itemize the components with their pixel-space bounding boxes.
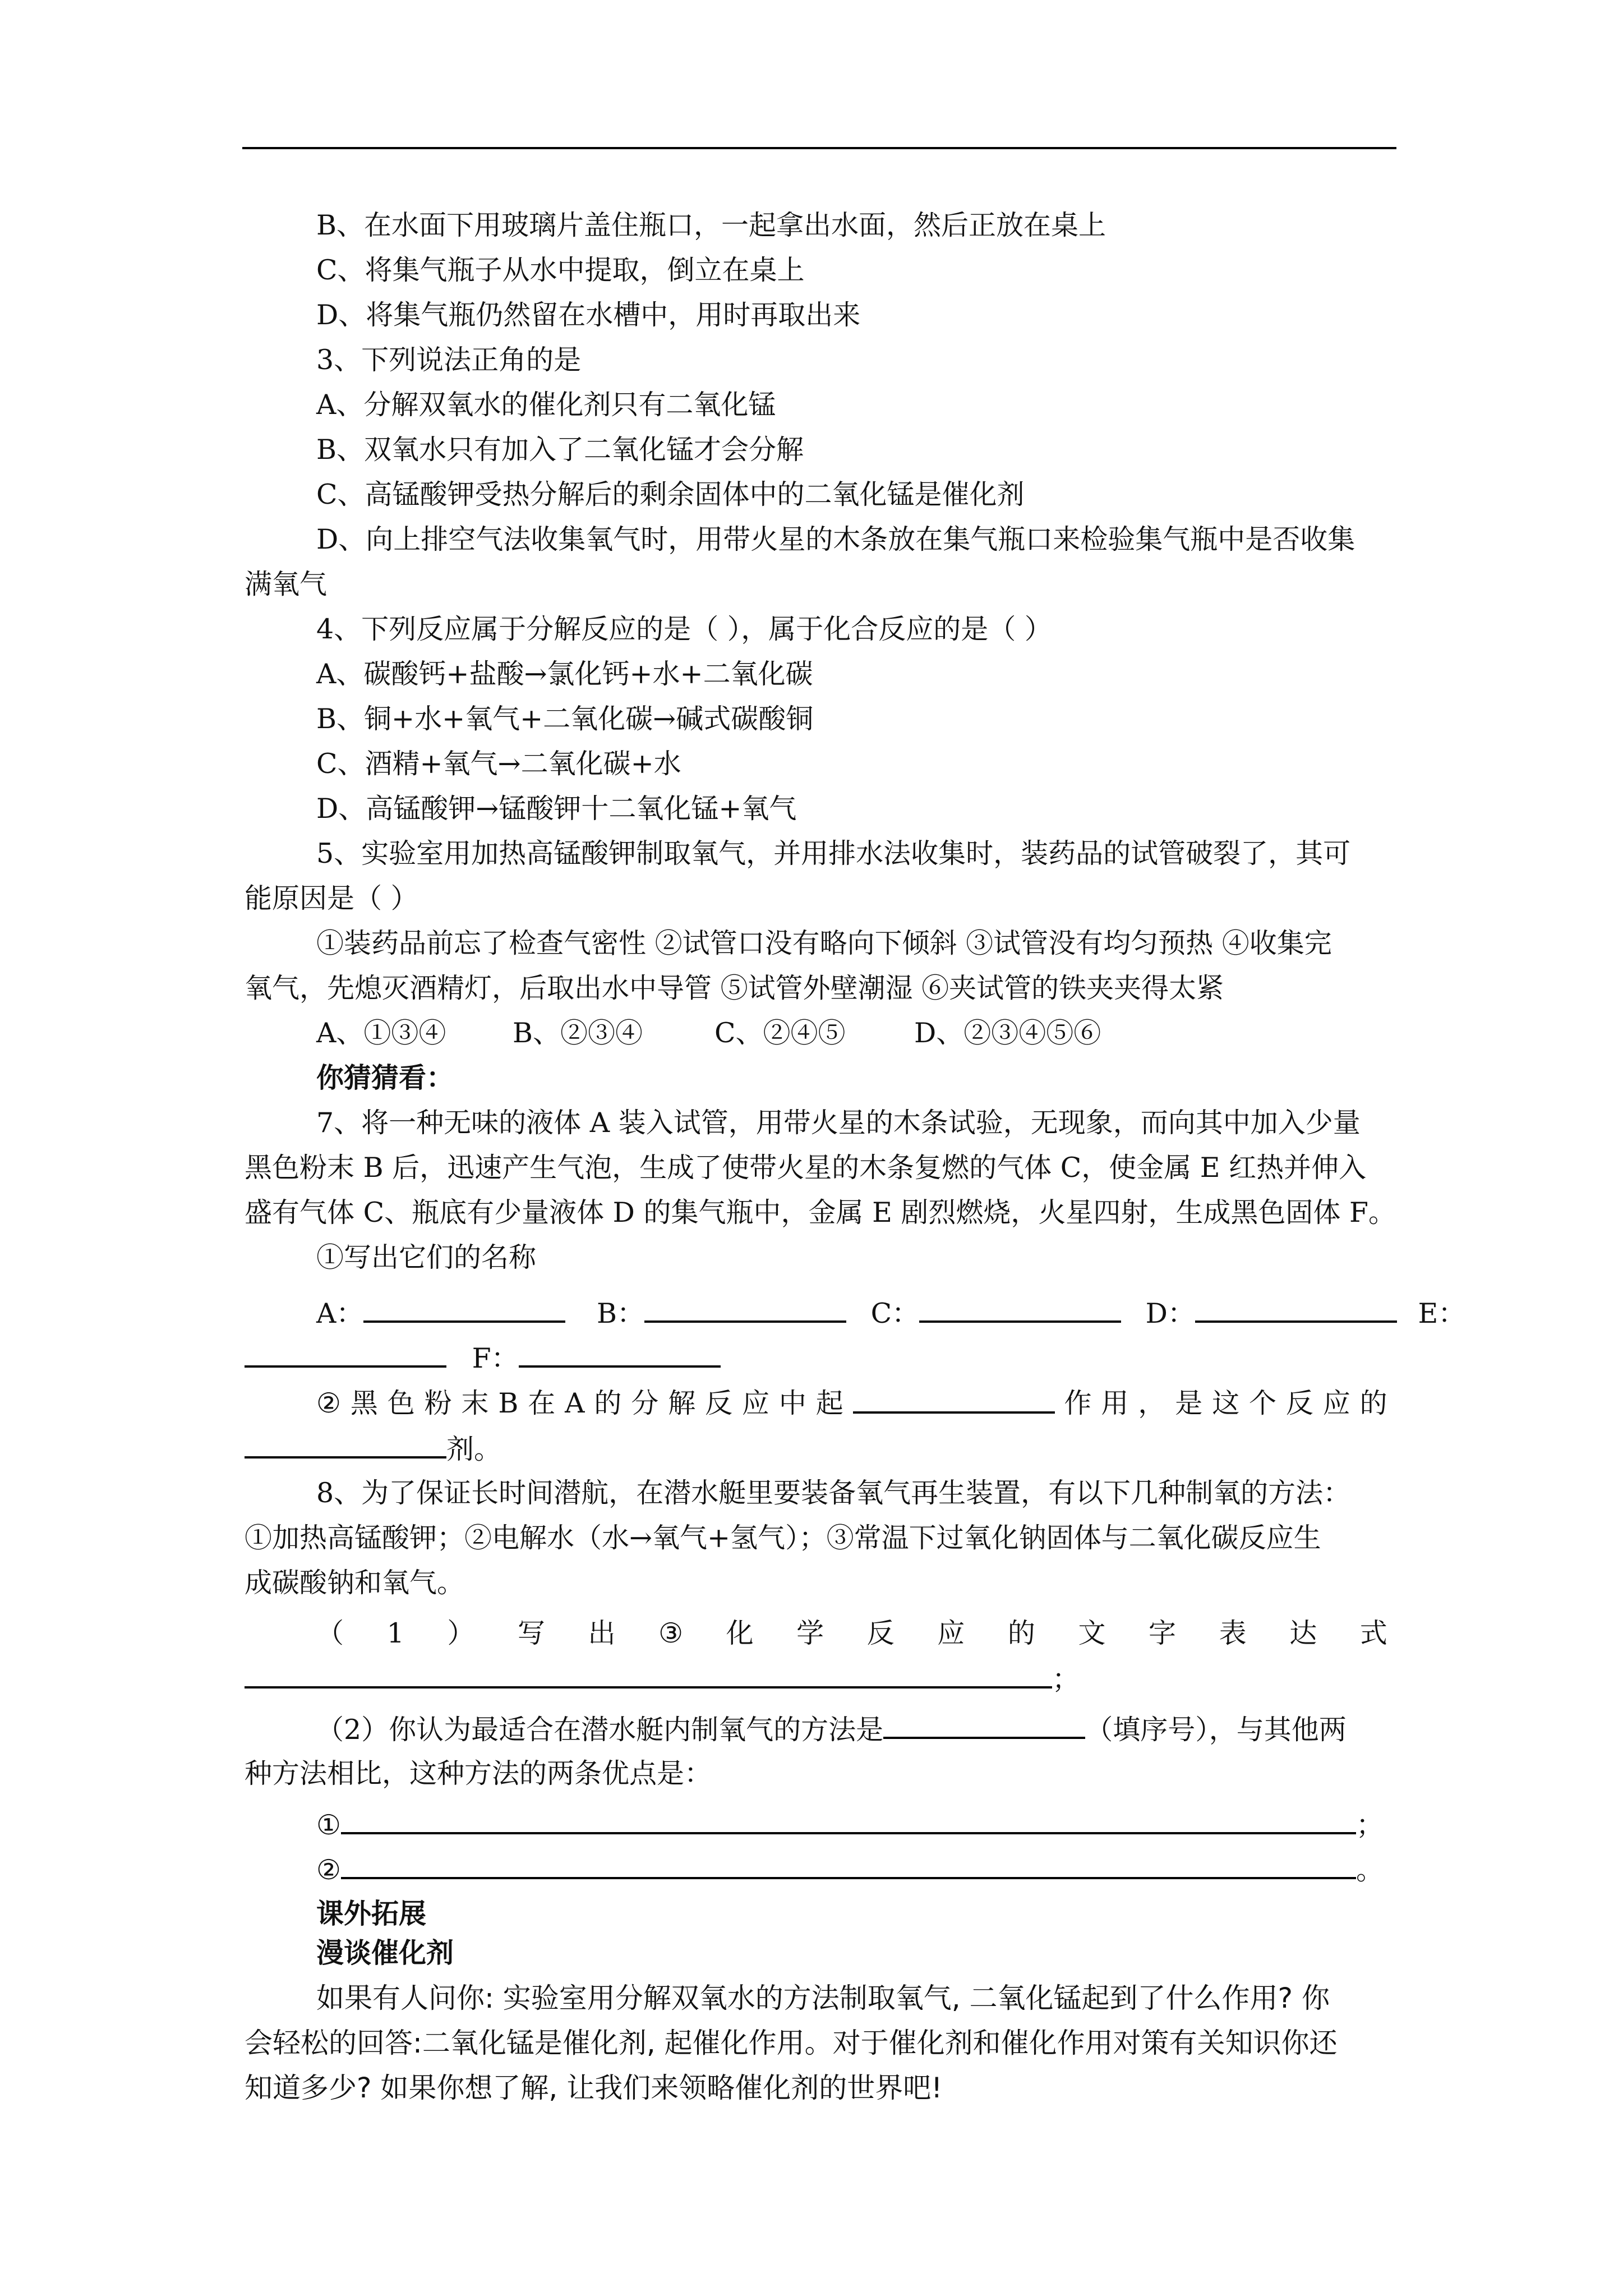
q8-sub1-char: 式: [1359, 1617, 1387, 1649]
q7-sub2-char: 中: [778, 1387, 806, 1419]
q8-sub1-char: 文: [1078, 1617, 1106, 1649]
q8-sub1: [316, 1617, 1387, 1650]
q8-sub1-char: 表: [1219, 1617, 1247, 1649]
q3-stem: 3、下列说法正角的是: [316, 344, 582, 376]
q8-adv2-label: ②: [316, 1854, 341, 1886]
q3-option-a: A、分解双氧水的催化剂只有二氧化锰: [316, 389, 776, 421]
q7-label-c: C：: [870, 1297, 920, 1329]
q7-blank-role[interactable]: [853, 1387, 1055, 1414]
q7-sub2-char: 黑: [350, 1387, 378, 1419]
q8-sub1-char: ）: [447, 1617, 475, 1649]
q7-sub2-char: 的: [594, 1387, 622, 1419]
q7-sub2-char: A: [565, 1387, 585, 1419]
q7-sub2-char: 是: [1175, 1387, 1203, 1419]
q8-sub1-char: 的: [1007, 1617, 1035, 1649]
q8-blank-expression[interactable]: [245, 1662, 1052, 1688]
q7-sub2-end: 剂。: [446, 1433, 502, 1465]
q8-blank-adv1[interactable]: [341, 1807, 1356, 1834]
q7-sub2-char: 粉: [424, 1387, 452, 1419]
q7-label-b: B：: [596, 1297, 644, 1329]
q7-sub2: [316, 1387, 1387, 1420]
q7-blank-a[interactable]: [363, 1296, 565, 1323]
q7-text-line1: 7、将一种无味的液体 A 装入试管，用带火星的木条试验，无现象，而向其中加入少量: [316, 1107, 1361, 1139]
q7-answer-row: [316, 1296, 1465, 1331]
q7-sub2-char: B: [498, 1387, 519, 1419]
q4-option-d: D、高锰酸钾→锰酸钾十二氧化锰+氧气: [316, 793, 797, 825]
q7-sub2-char: 解: [668, 1387, 696, 1419]
extension-para-line2: 会轻松的回答:二氧化锰是催化剂, 起催化作用。对于催化剂和催化作用对策有关知识你还: [245, 2027, 1338, 2059]
q8-advantage-1: [316, 1807, 1384, 1842]
q5-items: ①装药品前忘了检查气密性 ②试管口没有略向下倾斜 ③试管没有均匀预热 ④收集完: [316, 927, 1332, 959]
q7-text-line2: 黑色粉末 B 后，迅速产生气泡，生成了使带火星的木条复燃的气体 C，使金属 E 红热并伸入: [245, 1152, 1367, 1184]
q5-option-b: B、②③④: [513, 1017, 643, 1049]
q7-label-a: A：: [316, 1297, 364, 1329]
q7-sub2-char: 用: [1101, 1387, 1129, 1419]
q7-blank-e[interactable]: [245, 1341, 446, 1368]
header-rule: [242, 147, 1396, 149]
q2-option-c: C、将集气瓶子从水中提取，倒立在桌上: [316, 254, 805, 286]
extension-para-line3: 知道多少? 如果你想了解, 让我们来领略催化剂的世界吧!: [245, 2072, 943, 2104]
q5-option-c: C、②④⑤: [714, 1017, 846, 1049]
q8-sub2: [316, 1712, 1347, 1747]
q8-sub1-char: 出: [588, 1617, 616, 1649]
section-heading-extension: 课外拓展: [316, 1898, 427, 1930]
q2-option-d: D、将集气瓶仍然留在水槽中，用时再取出来: [316, 299, 861, 331]
q8-sub1-char: 反: [866, 1617, 895, 1649]
extension-para-line1: 如果有人问你: 实验室用分解双氧水的方法制取氧气, 二氧化锰起到了什么作用? 你: [316, 1982, 1330, 2014]
q4-option-b: B、铜+水+氧气+二氧化碳→碱式碳酸铜: [316, 703, 814, 735]
q8-sub1-char: 字: [1149, 1617, 1177, 1649]
q8-sub1-char: 化: [726, 1617, 754, 1649]
q8-sub1-cont: [245, 1662, 1080, 1696]
q7-sub2-char: ②: [316, 1387, 341, 1419]
q7-sub2-char: ，: [1138, 1387, 1166, 1419]
q8-text-line1: 8、为了保证长时间潜航，在潜水艇里要装备氧气再生装置，有以下几种制氧的方法：: [316, 1477, 1351, 1509]
q8-sub1-char: 学: [796, 1617, 824, 1649]
q8-adv1-end: ；: [1355, 1809, 1384, 1841]
q8-text-line2: ①加热高锰酸钾；②电解水（水→氧气+氢气）；③常温下过氧化钠固体与二氧化碳反应生: [245, 1522, 1321, 1554]
q7-sub2-char: 个: [1248, 1387, 1276, 1419]
q8-adv1-label: ①: [316, 1809, 341, 1841]
q3-option-c: C、高锰酸钾受热分解后的剩余固体中的二氧化锰是催化剂: [316, 478, 1025, 510]
q8-sub1-char: 应: [937, 1617, 965, 1649]
q5-stem: 5、实验室用加热高锰酸钾制取氧气，并用排水法收集时，装药品的试管破裂了，其可: [316, 838, 1351, 869]
q7-sub2-char: 反: [705, 1387, 733, 1419]
q8-sub2-pre: （2）你认为最适合在潜水艇内制氧气的方法是: [316, 1714, 884, 1746]
q7-sub2-char: 起: [815, 1387, 843, 1419]
q8-sub1-char: 写: [517, 1617, 545, 1649]
q3-option-d-cont: 满氧气: [245, 568, 328, 600]
q7-answer-row2: [245, 1341, 721, 1375]
q5-items-cont: 氧气，先熄灭酒精灯，后取出水中导管 ⑤试管外壁潮湿 ⑥夹试管的铁夹夹得太紧: [245, 972, 1224, 1004]
q8-sub1-char: 达: [1289, 1617, 1317, 1649]
q7-sub1: ①写出它们的名称: [316, 1241, 537, 1273]
q4-stem: 4、下列反应属于分解反应的是（ ），属于化合反应的是（ ）: [316, 613, 1052, 645]
q8-sub1-char: ③: [658, 1617, 683, 1649]
q5-option-a: A、①③④: [316, 1017, 446, 1049]
q8-sub1-end: ；: [1052, 1663, 1080, 1695]
q5-options: [316, 1016, 1101, 1050]
q8-blank-adv2[interactable]: [341, 1852, 1356, 1879]
q7-sub2-char: 应: [741, 1387, 769, 1419]
q4-option-c: C、酒精+氧气→二氧化碳+水: [316, 748, 681, 780]
q7-blank-d[interactable]: [1195, 1296, 1397, 1323]
q7-sub2-char: 的: [1359, 1387, 1387, 1419]
q8-sub2-post: （填序号），与其他两: [1085, 1714, 1347, 1746]
q7-sub2-cont: [245, 1432, 501, 1466]
q8-text-line3: 成碳酸钠和氧气。: [245, 1567, 465, 1599]
q7-sub2-char: 色: [387, 1387, 415, 1419]
q8-sub1-char: （: [316, 1617, 344, 1649]
q7-label-d: D：: [1145, 1297, 1195, 1329]
q7-label-e: E：: [1418, 1297, 1466, 1329]
section-subheading-catalyst: 漫谈催化剂: [316, 1937, 454, 1969]
q5-stem-cont: 能原因是（ ）: [245, 882, 418, 914]
q5-option-d: D、②③④⑤⑥: [914, 1017, 1101, 1049]
q7-sub2-char: 在: [528, 1387, 556, 1419]
q7-blank-agent[interactable]: [245, 1432, 446, 1458]
q3-option-b: B、双氧水只有加入了二氧化锰才会分解: [316, 434, 804, 466]
q7-blank-c[interactable]: [919, 1296, 1121, 1323]
q7-sub2-char: 分: [631, 1387, 659, 1419]
q2-option-b: B、在水面下用玻璃片盖住瓶口，一起拿出水面，然后正放在桌上: [316, 209, 1106, 241]
q7-text-line3: 盛有气体 C、瓶底有少量液体 D 的集气瓶中，金属 E 剧烈燃烧，火星四射，生成黑色固体 F。: [245, 1197, 1396, 1228]
q7-sub2-char: 作: [1064, 1387, 1092, 1419]
q7-blank-b[interactable]: [644, 1296, 846, 1323]
q8-blank-method[interactable]: [883, 1712, 1085, 1739]
q7-blank-f[interactable]: [519, 1341, 721, 1368]
q8-sub2-cont: 种方法相比，这种方法的两条优点是：: [245, 1757, 712, 1789]
q7-sub2-char: 这: [1212, 1387, 1240, 1419]
q8-adv2-end: 。: [1355, 1854, 1384, 1886]
q7-sub2-char: 应: [1322, 1387, 1350, 1419]
q8-sub1-char: 1: [386, 1617, 404, 1649]
q7-sub2-char: 末: [461, 1387, 489, 1419]
q4-option-a: A、碳酸钙+盐酸→氯化钙+水+二氧化碳: [316, 658, 813, 690]
q7-label-f: F：: [472, 1342, 519, 1374]
q3-option-d: D、向上排空气法收集氧气时，用带火星的木条放在集气瓶口来检验集气瓶中是否收集: [316, 523, 1355, 555]
section-heading-guess: 你猜猜看：: [316, 1062, 454, 1094]
q7-sub2-char: 反: [1285, 1387, 1313, 1419]
q8-advantage-2: [316, 1852, 1384, 1887]
